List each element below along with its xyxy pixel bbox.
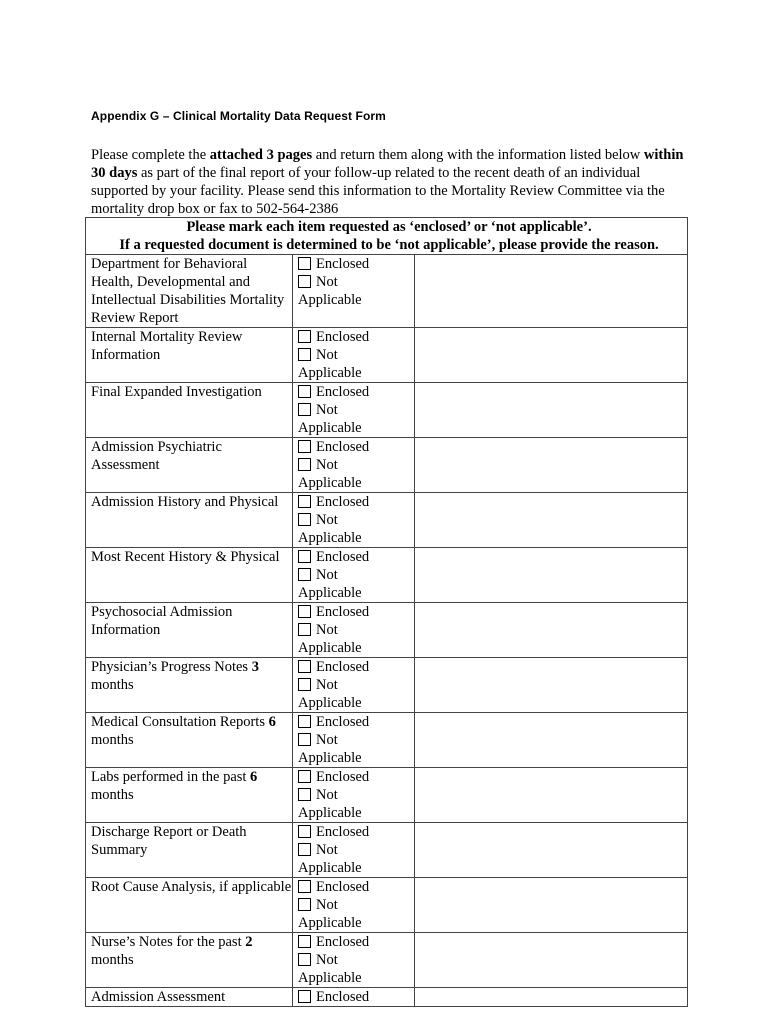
status-cell (293, 493, 415, 548)
option-enclosed[interactable] (298, 713, 414, 731)
reason-field[interactable] (415, 823, 688, 878)
document-period: 3 (251, 659, 259, 675)
document-name-text: Nurse’s Notes for the past (91, 934, 246, 950)
reason-field[interactable] (415, 255, 688, 328)
option-enclosed[interactable] (298, 658, 414, 676)
reason-field[interactable] (415, 658, 688, 713)
status-cell (293, 713, 415, 768)
not-applicable-checkbox[interactable] (298, 733, 311, 746)
enclosed-checkbox[interactable] (298, 495, 311, 508)
document-name-text: Internal Mortality Review Information (91, 329, 243, 363)
enclosed-checkbox[interactable] (298, 330, 311, 343)
document-name: Admission Assessment (86, 988, 293, 1007)
applicable-label: Applicable (298, 420, 362, 436)
enclosed-checkbox[interactable] (298, 990, 311, 1003)
document-period: 6 (268, 714, 276, 730)
status-cell (293, 768, 415, 823)
option-enclosed[interactable] (298, 438, 414, 456)
request-table (85, 217, 688, 1007)
reason-field[interactable] (415, 493, 688, 548)
enclosed-label: Enclosed (316, 824, 370, 840)
option-not-applicable[interactable] (298, 951, 414, 969)
not-label: Not (316, 622, 338, 638)
not-label: Not (316, 347, 338, 363)
enclosed-checkbox[interactable] (298, 605, 311, 618)
document-period: 2 (245, 934, 253, 950)
not-label: Not (316, 842, 338, 858)
document-name (86, 603, 293, 658)
option-not-applicable[interactable] (298, 621, 414, 639)
not-applicable-checkbox[interactable] (298, 843, 311, 856)
enclosed-checkbox[interactable] (298, 660, 311, 673)
option-enclosed[interactable] (298, 988, 414, 1006)
not-label: Not (316, 732, 338, 748)
enclosed-checkbox[interactable] (298, 715, 311, 728)
document-row (86, 328, 688, 383)
intro-text-1: Please complete the (91, 147, 210, 163)
not-applicable-checkbox[interactable] (298, 623, 311, 636)
not-applicable-checkbox[interactable] (298, 788, 311, 801)
enclosed-label: Enclosed (316, 384, 370, 400)
instructions-row (86, 218, 688, 255)
enclosed-label: Enclosed (316, 494, 370, 510)
applicable-label: Applicable (298, 365, 362, 381)
document-name-tail: months (91, 787, 134, 803)
status-cell (293, 933, 415, 988)
intro-paragraph (91, 146, 691, 218)
document-name-text: Admission Psychiatric Assessment (91, 439, 222, 473)
not-applicable-checkbox[interactable] (298, 678, 311, 691)
form-title: Appendix G – Clinical Mortality Data Request Form (91, 109, 386, 123)
enclosed-checkbox[interactable] (298, 257, 311, 270)
document-name (86, 878, 293, 933)
option-enclosed[interactable] (298, 548, 414, 566)
document-name (86, 255, 293, 328)
document-row (86, 933, 688, 988)
document-row (86, 255, 688, 328)
document-row (86, 713, 688, 768)
instructions-line-1: Please mark each item requested as ‘enclosed’ or ‘not applicable’. (186, 219, 592, 235)
applicable-label: Applicable (298, 530, 362, 546)
status-cell (293, 603, 415, 658)
not-applicable-checkbox[interactable] (298, 953, 311, 966)
document-name-text: Psychosocial Admission Information (91, 604, 233, 638)
reason-field[interactable] (415, 383, 688, 438)
option-not-applicable[interactable] (298, 896, 414, 914)
not-label: Not (316, 677, 338, 693)
document-period: 6 (250, 769, 258, 785)
document-name (86, 768, 293, 823)
applicable-label: Applicable (298, 805, 362, 821)
not-label: Not (316, 787, 338, 803)
status-cell (293, 255, 415, 328)
status-cell (293, 658, 415, 713)
option-enclosed[interactable] (298, 603, 414, 621)
enclosed-checkbox[interactable] (298, 440, 311, 453)
document-name (86, 658, 293, 713)
not-applicable-checkbox[interactable] (298, 458, 311, 471)
option-enclosed[interactable] (298, 933, 414, 951)
option-not-applicable[interactable] (298, 456, 414, 474)
intro-bold-deadline: within 30 days (91, 147, 684, 181)
document-name (86, 548, 293, 603)
option-not-applicable[interactable] (298, 731, 414, 749)
status-cell (293, 548, 415, 603)
enclosed-checkbox[interactable] (298, 935, 311, 948)
reason-field[interactable] (415, 768, 688, 823)
enclosed-label: Enclosed (316, 604, 370, 620)
enclosed-label: Enclosed (316, 439, 370, 455)
status-cell (293, 878, 415, 933)
not-applicable-checkbox[interactable] (298, 403, 311, 416)
document-row (86, 988, 688, 1007)
option-not-applicable[interactable] (298, 786, 414, 804)
applicable-label: Applicable (298, 915, 362, 931)
enclosed-label: Enclosed (316, 549, 370, 565)
document-row (86, 823, 688, 878)
intro-text-2: and return them along with the information listed below (312, 147, 644, 163)
document-name-text: Root Cause Analysis, if applicable (91, 879, 292, 895)
document-name-text: Labs performed in the past (91, 769, 251, 785)
document-name (86, 493, 293, 548)
enclosed-label: Enclosed (316, 934, 370, 950)
not-applicable-checkbox[interactable] (298, 513, 311, 526)
not-label: Not (316, 457, 338, 473)
applicable-label: Applicable (298, 585, 362, 601)
enclosed-label: Enclosed (316, 256, 370, 272)
not-label: Not (316, 512, 338, 528)
option-enclosed[interactable] (298, 328, 414, 346)
option-not-applicable[interactable] (298, 566, 414, 584)
document-name (86, 438, 293, 493)
document-row (86, 658, 688, 713)
option-not-applicable[interactable] (298, 401, 414, 419)
document-name-tail: months (91, 677, 134, 693)
not-label: Not (316, 274, 338, 290)
option-not-applicable[interactable] (298, 676, 414, 694)
status-cell (293, 383, 415, 438)
document-row (86, 548, 688, 603)
document-row (86, 438, 688, 493)
option-enclosed[interactable] (298, 383, 414, 401)
reason-field[interactable] (415, 933, 688, 988)
document-name (86, 933, 293, 988)
document-name-text: Most Recent History & Physical (91, 549, 280, 565)
option-not-applicable[interactable] (298, 841, 414, 859)
applicable-label: Applicable (298, 475, 362, 491)
enclosed-label: Enclosed (316, 769, 370, 785)
intro-bold-pages: attached 3 pages (209, 147, 313, 163)
enclosed-checkbox[interactable] (298, 825, 311, 838)
document-name-tail: months (91, 952, 134, 968)
reason-field[interactable] (415, 988, 688, 1007)
status-cell (293, 823, 415, 878)
not-applicable-checkbox[interactable] (298, 275, 311, 288)
document-name-text: Final Expanded Investigation (91, 384, 262, 400)
reason-field[interactable] (415, 603, 688, 658)
reason-field[interactable] (415, 438, 688, 493)
document-row (86, 493, 688, 548)
document-name (86, 713, 293, 768)
not-label: Not (316, 402, 338, 418)
instructions-line-2: If a requested document is determined to be ‘not applicable’, please provide the reason. (119, 237, 659, 253)
not-label: Not (316, 567, 338, 583)
option-enclosed[interactable] (298, 878, 414, 896)
applicable-label: Applicable (298, 860, 362, 876)
not-applicable-checkbox[interactable] (298, 898, 311, 911)
document-row (86, 878, 688, 933)
enclosed-checkbox[interactable] (298, 880, 311, 893)
document-name (86, 328, 293, 383)
option-enclosed[interactable] (298, 823, 414, 841)
enclosed-label: Enclosed (316, 989, 370, 1005)
document-name-text: Discharge Report or Death Summary (91, 824, 247, 858)
document-name-text: Admission History and Physical (91, 494, 279, 510)
reason-field[interactable] (415, 328, 688, 383)
instructions-cell (86, 218, 688, 255)
option-enclosed[interactable] (298, 493, 414, 511)
option-not-applicable[interactable] (298, 511, 414, 529)
document-name-text: Medical Consultation Reports (91, 714, 269, 730)
option-enclosed[interactable] (298, 255, 414, 273)
not-applicable-checkbox[interactable] (298, 348, 311, 361)
enclosed-label: Enclosed (316, 659, 370, 675)
enclosed-checkbox[interactable] (298, 770, 311, 783)
enclosed-label: Enclosed (316, 879, 370, 895)
applicable-label: Applicable (298, 970, 362, 986)
document-name (86, 383, 293, 438)
reason-field[interactable] (415, 713, 688, 768)
enclosed-label: Enclosed (316, 714, 370, 730)
document-row (86, 768, 688, 823)
applicable-label: Applicable (298, 292, 362, 308)
enclosed-label: Enclosed (316, 329, 370, 345)
document-row (86, 603, 688, 658)
reason-field[interactable] (415, 548, 688, 603)
not-applicable-checkbox[interactable] (298, 568, 311, 581)
option-enclosed[interactable] (298, 768, 414, 786)
enclosed-checkbox[interactable] (298, 385, 311, 398)
status-cell (293, 328, 415, 383)
intro-text-3: as part of the final report of your follow-up related to the recent death of an individual supported by your facility. Please send this information to the Mortality Review Committee via the mortality drop box or fax to 502-564-2386 (91, 165, 665, 217)
status-cell (293, 988, 415, 1007)
document-name-tail: months (91, 732, 134, 748)
document-name-text: Department for Behavioral Health, Developmental and Intellectual Disabilities Mortality Review Report (91, 256, 285, 326)
document-row (86, 383, 688, 438)
option-not-applicable[interactable] (298, 273, 414, 291)
enclosed-checkbox[interactable] (298, 550, 311, 563)
applicable-label: Applicable (298, 695, 362, 711)
status-cell (293, 438, 415, 493)
document-name (86, 823, 293, 878)
not-label: Not (316, 897, 338, 913)
option-not-applicable[interactable] (298, 346, 414, 364)
reason-field[interactable] (415, 878, 688, 933)
not-label: Not (316, 952, 338, 968)
applicable-label: Applicable (298, 640, 362, 656)
document-name-text: Physician’s Progress Notes (91, 659, 252, 675)
applicable-label: Applicable (298, 750, 362, 766)
